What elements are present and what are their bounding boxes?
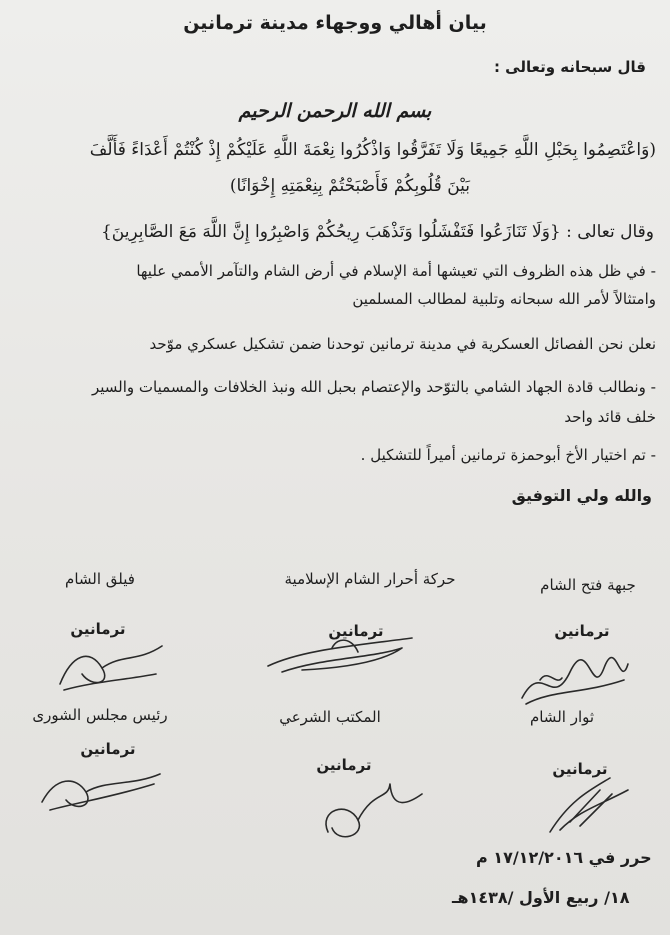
closing-line: والله ولي التوفيق	[511, 486, 652, 505]
handwritten-signature	[540, 770, 640, 840]
paragraph-3-line-2: خلف قائد واحد	[564, 408, 656, 426]
handwritten-signature	[318, 780, 428, 850]
signatory-city: ترمانين	[80, 740, 136, 758]
signatory-title: ثوار الشام	[529, 708, 595, 726]
handwritten-signature	[36, 756, 166, 816]
signatory-title: فيلق الشام	[65, 570, 135, 588]
paragraph-2: نعلن نحن الفصائل العسكرية في مدينة ترمانين توحدنا ضمن تشكيل عسكري موّحد	[149, 335, 656, 353]
signatory-title: حركة أحرار الشام الإسلامية	[284, 570, 456, 588]
signatory-title: المكتب الشرعي	[279, 708, 381, 726]
handwritten-signature	[262, 628, 422, 678]
hijri-date: ١٨/ ربيع الأول /١٤٣٨هـ	[452, 888, 630, 907]
handwritten-signature	[512, 650, 632, 710]
signatory-city: ترمانين	[554, 622, 610, 640]
signatory-city: ترمانين	[552, 760, 608, 778]
signatory-title: رئيس مجلس الشورى	[32, 706, 168, 724]
gregorian-date: حرر في ١٧/١٢/٢٠١٦ م	[476, 848, 652, 867]
basmala: بسم الله الرحمن الرحيم	[238, 100, 432, 122]
intro-line: قال سبحانه وتعالى :	[493, 58, 646, 76]
document-title: بيان أهالي ووجهاء مدينة ترمانين	[183, 12, 487, 34]
signatory-city: ترمانين	[70, 620, 126, 638]
signatory-city: ترمانين	[316, 756, 372, 774]
signatory-title: جبهة فتح الشام	[540, 576, 636, 594]
handwritten-signature	[52, 634, 172, 694]
quran-verse-1-line-1: (وَاعْتَصِمُوا بِحَبْلِ اللَّهِ جَمِيعًا وَلَا تَفَرَّقُوا وَاذْكُرُوا نِعْمَةَ اللَّهِ عَلَيْكُمْ إِذْ كُنْتُمْ أَعْدَاءً فَأَلَّفَ	[89, 140, 656, 160]
paragraph-1-line-1: - في ظل هذه الظروف التي تعيشها أمة الإسلام في أرض الشام والتآمر الأممي عليها	[136, 262, 656, 280]
paragraph-3-line-1: - ونطالب قادة الجهاد الشامي بالتوّحد والإعتصام بحبل الله ونبذ الخلافات والمسميات والسير	[92, 378, 656, 396]
paragraph-1-line-2: وامتثالاً لأمر الله سبحانه وتلبية لمطالب المسلمين	[352, 290, 656, 308]
quran-verse-1-line-2: بَيْنَ قُلُوبِكُمْ فَأَصْبَحْتُمْ بِنِعْمَتِهِ إِخْوَانًا)	[229, 176, 470, 196]
signatory-city: ترمانين	[328, 622, 384, 640]
quran-verse-2: وقال تعالى : {وَلَا تَنَازَعُوا فَتَفْشَلُوا وَتَذْهَبَ رِيحُكُمْ وَاصْبِرُوا إِنَّ اللَّهَ مَعَ الصَّابِرِينَ}	[100, 222, 654, 242]
paragraph-4: - تم اختيار الأخ أبوحمزة ترمانين أميراً للتشكيل .	[360, 446, 656, 464]
